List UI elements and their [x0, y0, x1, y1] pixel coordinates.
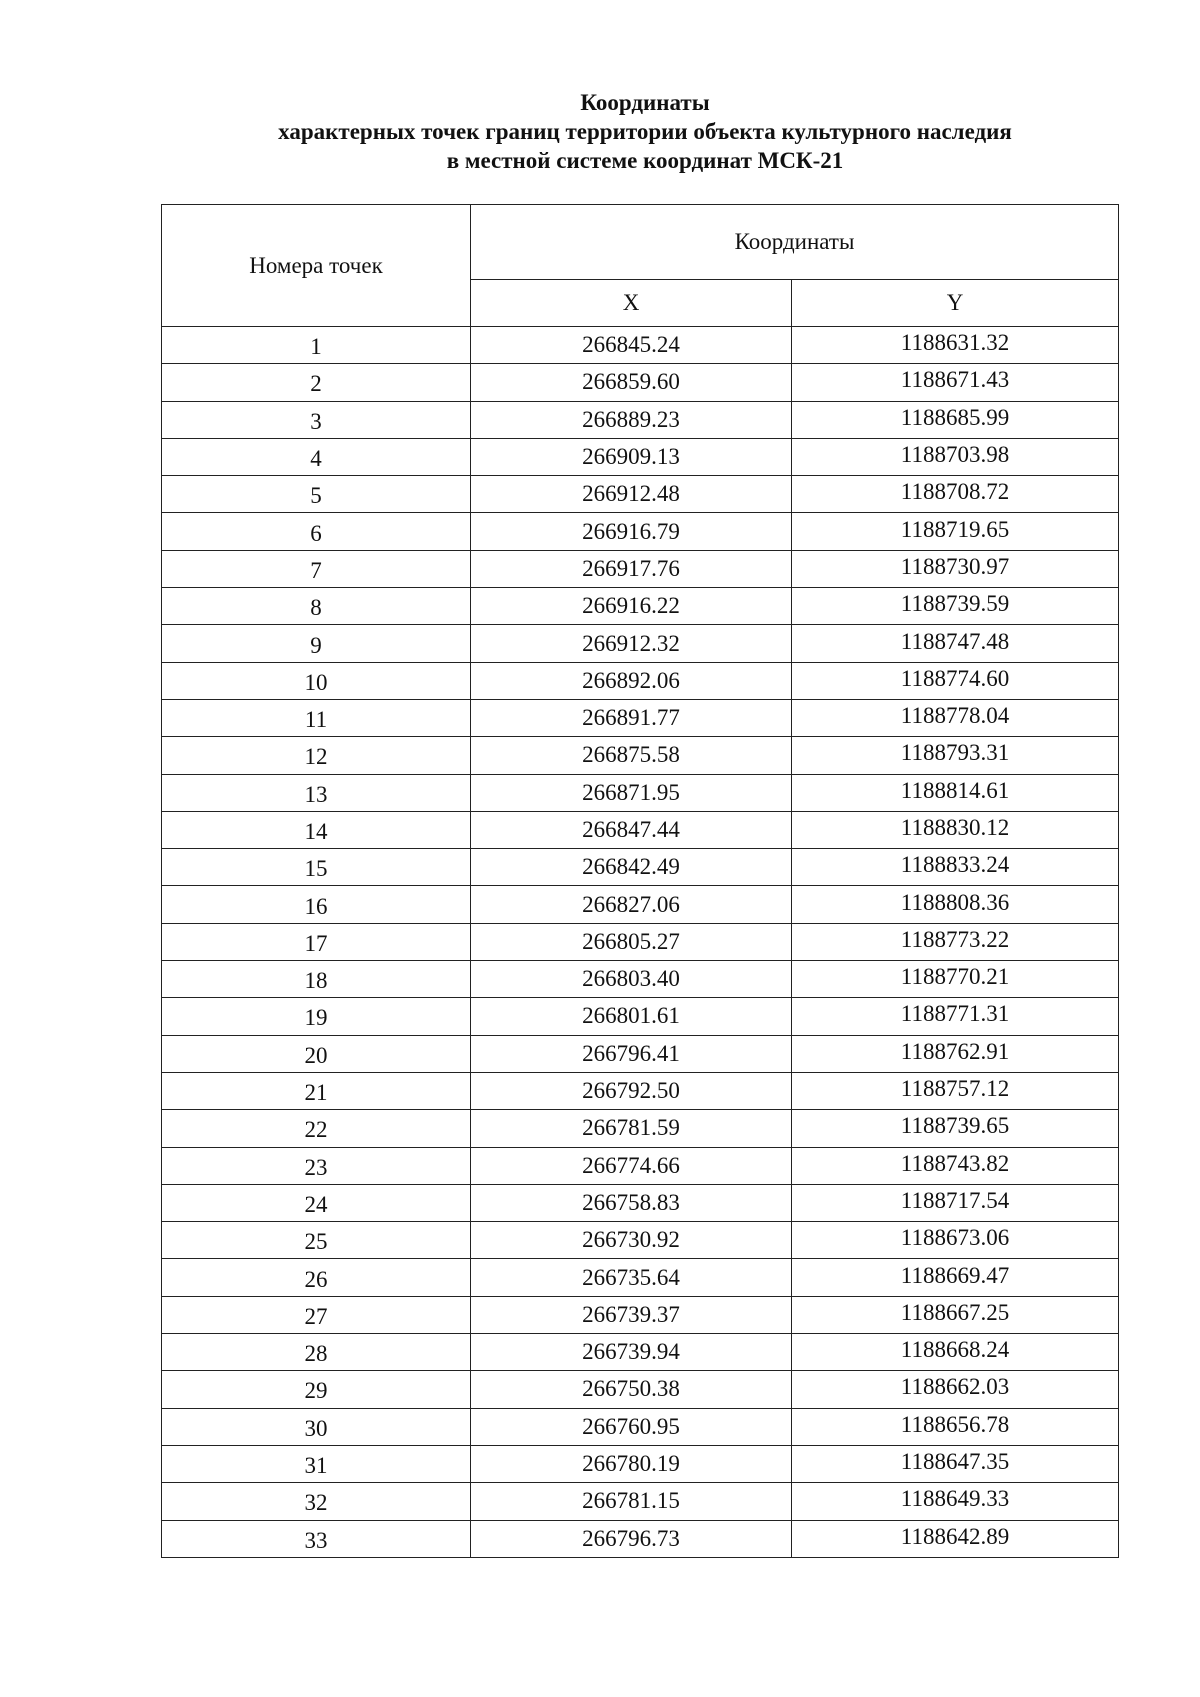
x-coordinate-cell: 266909.13	[471, 438, 792, 475]
table-row	[162, 1259, 1119, 1296]
table-row	[162, 1296, 1119, 1333]
y-coordinate-cell: 1188719.65	[792, 513, 1119, 550]
point-number-cell: 10	[162, 662, 471, 699]
y-coordinate-cell: 1188631.32	[792, 327, 1119, 364]
x-coordinate-cell: 266774.66	[471, 1147, 792, 1184]
point-number-cell: 4	[162, 438, 471, 475]
table-row	[162, 886, 1119, 923]
x-coordinate-cell: 266792.50	[471, 1072, 792, 1109]
y-coordinate-cell: 1188743.82	[792, 1147, 1119, 1184]
x-coordinate-cell: 266916.22	[471, 588, 792, 625]
x-coordinate-cell: 266847.44	[471, 811, 792, 848]
point-number-cell: 22	[162, 1110, 471, 1147]
x-coordinate-cell: 266796.73	[471, 1520, 792, 1557]
point-number-cell: 33	[162, 1520, 471, 1557]
y-coordinate-cell: 1188747.48	[792, 625, 1119, 662]
point-number-cell: 9	[162, 625, 471, 662]
table-row	[162, 401, 1119, 438]
y-coordinate-cell: 1188685.99	[792, 401, 1119, 438]
table-row	[162, 1222, 1119, 1259]
point-number-cell: 18	[162, 961, 471, 998]
point-number-cell: 13	[162, 774, 471, 811]
table-row	[162, 1184, 1119, 1221]
x-coordinate-cell: 266739.37	[471, 1296, 792, 1333]
table-row	[162, 364, 1119, 401]
table-row	[162, 588, 1119, 625]
y-coordinate-cell: 1188647.35	[792, 1445, 1119, 1482]
table-row	[162, 1445, 1119, 1482]
point-number-cell: 31	[162, 1445, 471, 1482]
table-row	[162, 737, 1119, 774]
point-number-cell: 17	[162, 923, 471, 960]
x-coordinate-cell: 266891.77	[471, 699, 792, 736]
x-coordinate-cell: 266730.92	[471, 1222, 792, 1259]
y-coordinate-cell: 1188669.47	[792, 1259, 1119, 1296]
table-row	[162, 998, 1119, 1035]
table-row	[162, 1110, 1119, 1147]
table-row	[162, 849, 1119, 886]
x-coordinate-cell: 266781.59	[471, 1110, 792, 1147]
y-coordinate-cell: 1188771.31	[792, 998, 1119, 1035]
x-coordinate-cell: 266796.41	[471, 1035, 792, 1072]
y-coordinate-cell: 1188671.43	[792, 364, 1119, 401]
point-number-cell: 14	[162, 811, 471, 848]
x-coordinate-cell: 266845.24	[471, 327, 792, 364]
point-number-cell: 1	[162, 327, 471, 364]
y-coordinate-cell: 1188739.59	[792, 588, 1119, 625]
table-row	[162, 923, 1119, 960]
x-coordinate-cell: 266871.95	[471, 774, 792, 811]
point-number-cell: 26	[162, 1259, 471, 1296]
x-coordinate-cell: 266803.40	[471, 961, 792, 998]
table-row	[162, 438, 1119, 475]
x-coordinate-cell: 266842.49	[471, 849, 792, 886]
x-coordinate-cell: 266801.61	[471, 998, 792, 1035]
y-coordinate-cell: 1188708.72	[792, 476, 1119, 513]
point-number-cell: 25	[162, 1222, 471, 1259]
x-coordinate-cell: 266758.83	[471, 1184, 792, 1221]
x-coordinate-cell: 266875.58	[471, 737, 792, 774]
table-row	[162, 1520, 1119, 1557]
point-number-cell: 20	[162, 1035, 471, 1072]
y-coordinate-cell: 1188656.78	[792, 1408, 1119, 1445]
header-point-numbers: Номера точек	[162, 205, 471, 327]
x-coordinate-cell: 266735.64	[471, 1259, 792, 1296]
x-coordinate-cell: 266912.32	[471, 625, 792, 662]
x-coordinate-cell: 266750.38	[471, 1371, 792, 1408]
y-coordinate-cell: 1188662.03	[792, 1371, 1119, 1408]
table-row	[162, 1483, 1119, 1520]
table-row	[162, 774, 1119, 811]
title-line-3: в местной системе координат МСК-21	[446, 148, 844, 173]
y-coordinate-cell: 1188717.54	[792, 1184, 1119, 1221]
point-number-cell: 32	[162, 1483, 471, 1520]
header-coordinates: Координаты	[471, 205, 1119, 280]
table-row	[162, 811, 1119, 848]
x-coordinate-cell: 266739.94	[471, 1334, 792, 1371]
y-coordinate-cell: 1188778.04	[792, 699, 1119, 736]
x-coordinate-cell: 266780.19	[471, 1445, 792, 1482]
point-number-cell: 30	[162, 1408, 471, 1445]
x-coordinate-cell: 266760.95	[471, 1408, 792, 1445]
title-line-1: Координаты	[580, 90, 710, 115]
table-row	[162, 1408, 1119, 1445]
y-coordinate-cell: 1188730.97	[792, 550, 1119, 587]
table-row	[162, 550, 1119, 587]
point-number-cell: 28	[162, 1334, 471, 1371]
table-row	[162, 961, 1119, 998]
point-number-cell: 6	[162, 513, 471, 550]
point-number-cell: 29	[162, 1371, 471, 1408]
point-number-cell: 15	[162, 849, 471, 886]
table-row	[162, 1072, 1119, 1109]
y-coordinate-cell: 1188757.12	[792, 1072, 1119, 1109]
table-row	[162, 699, 1119, 736]
table-row	[162, 327, 1119, 364]
x-coordinate-cell: 266805.27	[471, 923, 792, 960]
point-number-cell: 2	[162, 364, 471, 401]
x-coordinate-cell: 266912.48	[471, 476, 792, 513]
x-coordinate-cell: 266917.76	[471, 550, 792, 587]
point-number-cell: 7	[162, 550, 471, 587]
y-coordinate-cell: 1188808.36	[792, 886, 1119, 923]
x-coordinate-cell: 266859.60	[471, 364, 792, 401]
point-number-cell: 27	[162, 1296, 471, 1333]
point-number-cell: 8	[162, 588, 471, 625]
table-row	[162, 476, 1119, 513]
header-x: X	[471, 280, 792, 327]
y-coordinate-cell: 1188649.33	[792, 1483, 1119, 1520]
y-coordinate-cell: 1188830.12	[792, 811, 1119, 848]
y-coordinate-cell: 1188793.31	[792, 737, 1119, 774]
table-row	[162, 513, 1119, 550]
x-coordinate-cell: 266781.15	[471, 1483, 792, 1520]
header-y: Y	[792, 280, 1119, 327]
point-number-cell: 12	[162, 737, 471, 774]
y-coordinate-cell: 1188739.65	[792, 1110, 1119, 1147]
document-title	[0, 88, 1200, 175]
point-number-cell: 24	[162, 1184, 471, 1221]
point-number-cell: 21	[162, 1072, 471, 1109]
table-row	[162, 1371, 1119, 1408]
y-coordinate-cell: 1188668.24	[792, 1334, 1119, 1371]
point-number-cell: 23	[162, 1147, 471, 1184]
point-number-cell: 5	[162, 476, 471, 513]
y-coordinate-cell: 1188774.60	[792, 662, 1119, 699]
y-coordinate-cell: 1188814.61	[792, 774, 1119, 811]
y-coordinate-cell: 1188773.22	[792, 923, 1119, 960]
point-number-cell: 11	[162, 699, 471, 736]
y-coordinate-cell: 1188762.91	[792, 1035, 1119, 1072]
y-coordinate-cell: 1188642.89	[792, 1520, 1119, 1557]
y-coordinate-cell: 1188770.21	[792, 961, 1119, 998]
table-row	[162, 1334, 1119, 1371]
y-coordinate-cell: 1188703.98	[792, 438, 1119, 475]
x-coordinate-cell: 266827.06	[471, 886, 792, 923]
table-row	[162, 662, 1119, 699]
table-row	[162, 1035, 1119, 1072]
x-coordinate-cell: 266889.23	[471, 401, 792, 438]
point-number-cell: 16	[162, 886, 471, 923]
x-coordinate-cell: 266916.79	[471, 513, 792, 550]
point-number-cell: 3	[162, 401, 471, 438]
point-number-cell: 19	[162, 998, 471, 1035]
y-coordinate-cell: 1188667.25	[792, 1296, 1119, 1333]
x-coordinate-cell: 266892.06	[471, 662, 792, 699]
title-line-2: характерных точек границ территории объекта культурного наследия	[278, 119, 1012, 144]
y-coordinate-cell: 1188673.06	[792, 1222, 1119, 1259]
y-coordinate-cell: 1188833.24	[792, 849, 1119, 886]
coordinates-table	[161, 204, 1119, 1558]
table-row	[162, 1147, 1119, 1184]
table-row	[162, 625, 1119, 662]
